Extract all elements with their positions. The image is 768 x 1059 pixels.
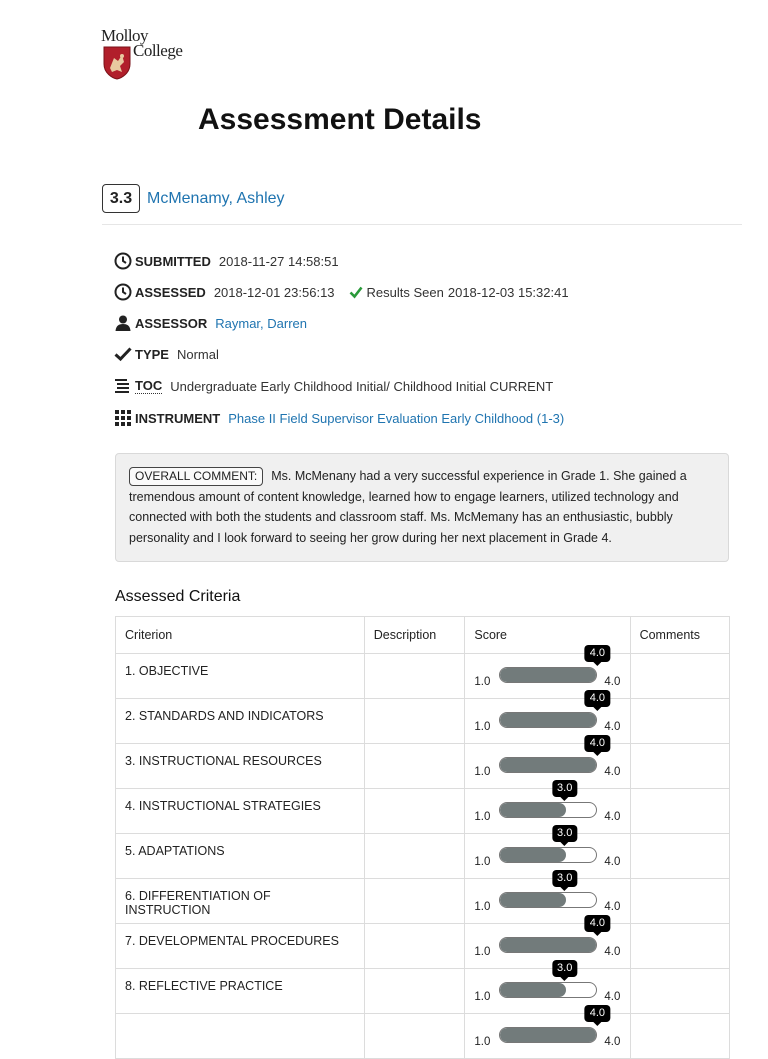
criterion-score — [465, 917, 630, 969]
assessed-criteria-heading: Assessed Criteria — [115, 588, 241, 605]
criterion-name: 2. STANDARDS AND INDICATORS — [116, 699, 365, 744]
table-row — [116, 924, 730, 969]
column-header-score: Score — [465, 617, 630, 654]
criterion-score — [465, 782, 630, 834]
score-bar-fill — [500, 713, 597, 727]
score-min-label: 1.0 — [474, 856, 491, 868]
instrument-link[interactable]: Phase II Field Supervisor Evaluation Early Childhood (1-3) — [228, 410, 565, 426]
assessor-row — [114, 314, 307, 332]
submitted-value: 2018-11-27 14:58:51 — [218, 253, 339, 269]
user-icon — [114, 314, 132, 332]
results-seen — [349, 285, 569, 300]
table-row — [116, 654, 730, 699]
table-row — [116, 1014, 730, 1059]
criterion-comments — [630, 654, 729, 699]
table-row — [116, 969, 730, 1014]
type-row — [114, 345, 219, 363]
score-bar-track — [499, 892, 597, 908]
type-value: Normal — [176, 346, 219, 362]
score-tooltip: 4.0 — [585, 645, 610, 662]
column-header-description: Description — [364, 617, 465, 654]
assessed-value: 2018-12-01 23:56:13 — [213, 284, 335, 300]
criteria-table — [115, 616, 730, 1059]
criterion-name: 3. INSTRUCTIONAL RESOURCES — [116, 744, 365, 789]
score-bar-fill — [500, 893, 565, 907]
criterion-description — [364, 1014, 465, 1059]
clock-icon — [114, 283, 132, 301]
criterion-name: 6. DIFFERENTIATION OF INSTRUCTION — [116, 879, 365, 924]
table-row — [116, 699, 730, 744]
score-bar-track — [499, 1027, 597, 1043]
criterion-comments — [630, 924, 729, 969]
score-min-label: 1.0 — [474, 991, 491, 1003]
header-divider — [102, 224, 742, 225]
score-bar-track — [499, 982, 597, 998]
criterion-description — [364, 699, 465, 744]
criterion-description — [364, 834, 465, 879]
score-tooltip: 4.0 — [585, 690, 610, 707]
results-seen-value: 2018-12-03 15:32:41 — [447, 284, 569, 300]
score-bar-track — [499, 712, 597, 728]
score-min-label: 1.0 — [474, 721, 491, 733]
score-bar-fill — [500, 848, 565, 862]
column-header-criterion: Criterion — [116, 617, 365, 654]
table-row — [116, 834, 730, 879]
score-tooltip: 3.0 — [552, 825, 577, 842]
score-min-label: 1.0 — [474, 676, 491, 688]
overall-comment-badge: OVERALL COMMENT: — [129, 467, 263, 486]
clock-icon — [114, 252, 132, 270]
score-max-label: 4.0 — [604, 766, 621, 778]
score-tooltip: 4.0 — [585, 1005, 610, 1022]
score-bar-fill — [500, 758, 597, 772]
score-max-label: 4.0 — [604, 946, 621, 958]
list-icon — [114, 377, 132, 395]
score-min-label: 1.0 — [474, 901, 491, 913]
score-min-label: 1.0 — [474, 1036, 491, 1048]
overall-comment — [115, 453, 729, 562]
assessed-label: ASSESSED — [135, 284, 206, 300]
score-bar-fill — [500, 938, 597, 952]
logo-line2: College — [133, 41, 183, 60]
overall-score-badge: 3.3 — [102, 184, 140, 213]
criterion-description — [364, 969, 465, 1014]
score-bar-fill — [500, 1028, 597, 1042]
score-max-label: 4.0 — [604, 811, 621, 823]
score-bar-track — [499, 847, 597, 863]
assessor-link[interactable]: Raymar, Darren — [215, 315, 307, 331]
criterion-comments — [630, 834, 729, 879]
submitted-row — [114, 252, 339, 270]
score-max-label: 4.0 — [604, 676, 621, 688]
assessor-label: ASSESSOR — [135, 315, 208, 331]
criterion-description — [364, 654, 465, 699]
submitted-label: SUBMITTED — [135, 253, 211, 269]
table-row — [116, 744, 730, 789]
score-tooltip: 4.0 — [585, 915, 610, 932]
results-seen-label: Results Seen — [366, 284, 444, 300]
score-bar-track — [499, 757, 597, 773]
type-label: TYPE — [135, 346, 169, 362]
score-min-label: 1.0 — [474, 946, 491, 958]
check-icon — [349, 285, 363, 299]
overall-comment-text: Ms. McMenany had a very successful experience in Grade 1. She gained a tremendous amount of content knowledge, learned how to engage learners, utilized technology and connected with both the students and classroom staff. Ms. McMemany has an enthusiastic, bubbly personality and I look forward to seeing her grow during her next placement in Grade 4. — [129, 469, 687, 545]
criterion-score — [465, 827, 630, 879]
column-header-comments: Comments — [630, 617, 729, 654]
criterion-name: 8. REFLECTIVE PRACTICE — [116, 969, 365, 1014]
criterion-score — [465, 1007, 630, 1059]
toc-value: Undergraduate Early Childhood Initial/ Childhood Initial CURRENT — [170, 378, 554, 394]
toc-row — [114, 377, 553, 395]
score-bar-fill — [500, 668, 597, 682]
criterion-description — [364, 924, 465, 969]
criterion-comments — [630, 969, 729, 1014]
score-max-label: 4.0 — [604, 901, 621, 913]
criterion-comments — [630, 699, 729, 744]
criteria-table-body — [116, 647, 730, 1059]
page-title: Assessment Details — [198, 103, 482, 136]
criterion-name: 1. OBJECTIVE — [116, 654, 365, 699]
criterion-name: 5. ADAPTATIONS — [116, 834, 365, 879]
criterion-comments — [630, 744, 729, 789]
criterion-description — [364, 789, 465, 834]
candidate-name-link[interactable]: McMenamy, Ashley — [147, 189, 285, 207]
score-min-label: 1.0 — [474, 811, 491, 823]
table-row — [116, 789, 730, 834]
score-max-label: 4.0 — [604, 991, 621, 1003]
toc-label[interactable]: TOC — [135, 378, 163, 393]
crest-icon — [103, 46, 131, 80]
criterion-comments — [630, 789, 729, 834]
instrument-row — [114, 409, 564, 427]
assessed-row — [114, 283, 569, 301]
score-bar-track — [499, 667, 597, 683]
score-bar-track — [499, 802, 597, 818]
criterion-name: 4. INSTRUCTIONAL STRATEGIES — [116, 789, 365, 834]
score-bar-fill — [500, 803, 565, 817]
criterion-name — [116, 1014, 365, 1059]
criterion-score — [465, 737, 630, 789]
check-icon — [114, 345, 132, 363]
score-max-label: 4.0 — [604, 856, 621, 868]
score-tooltip: 3.0 — [552, 780, 577, 797]
table-row — [116, 879, 730, 924]
score-tooltip: 3.0 — [552, 870, 577, 887]
score-tooltip: 4.0 — [585, 735, 610, 752]
candidate-header — [102, 184, 285, 213]
criterion-name: 7. DEVELOPMENTAL PROCEDURES — [116, 924, 365, 969]
score-max-label: 4.0 — [604, 721, 621, 733]
criterion-comments — [630, 1014, 729, 1059]
criterion-description — [364, 744, 465, 789]
score-bar-track — [499, 937, 597, 953]
score-tooltip: 3.0 — [552, 960, 577, 977]
instrument-label: INSTRUMENT — [135, 410, 221, 426]
table-header-row — [116, 617, 730, 654]
college-logo — [101, 26, 191, 84]
criterion-description — [364, 879, 465, 924]
score-max-label: 4.0 — [604, 1036, 621, 1048]
criterion-comments — [630, 879, 729, 924]
score-min-label: 1.0 — [474, 766, 491, 778]
grid-icon — [114, 409, 132, 427]
score-bar-fill — [500, 983, 565, 997]
logo-line1: Molloy — [101, 26, 149, 45]
